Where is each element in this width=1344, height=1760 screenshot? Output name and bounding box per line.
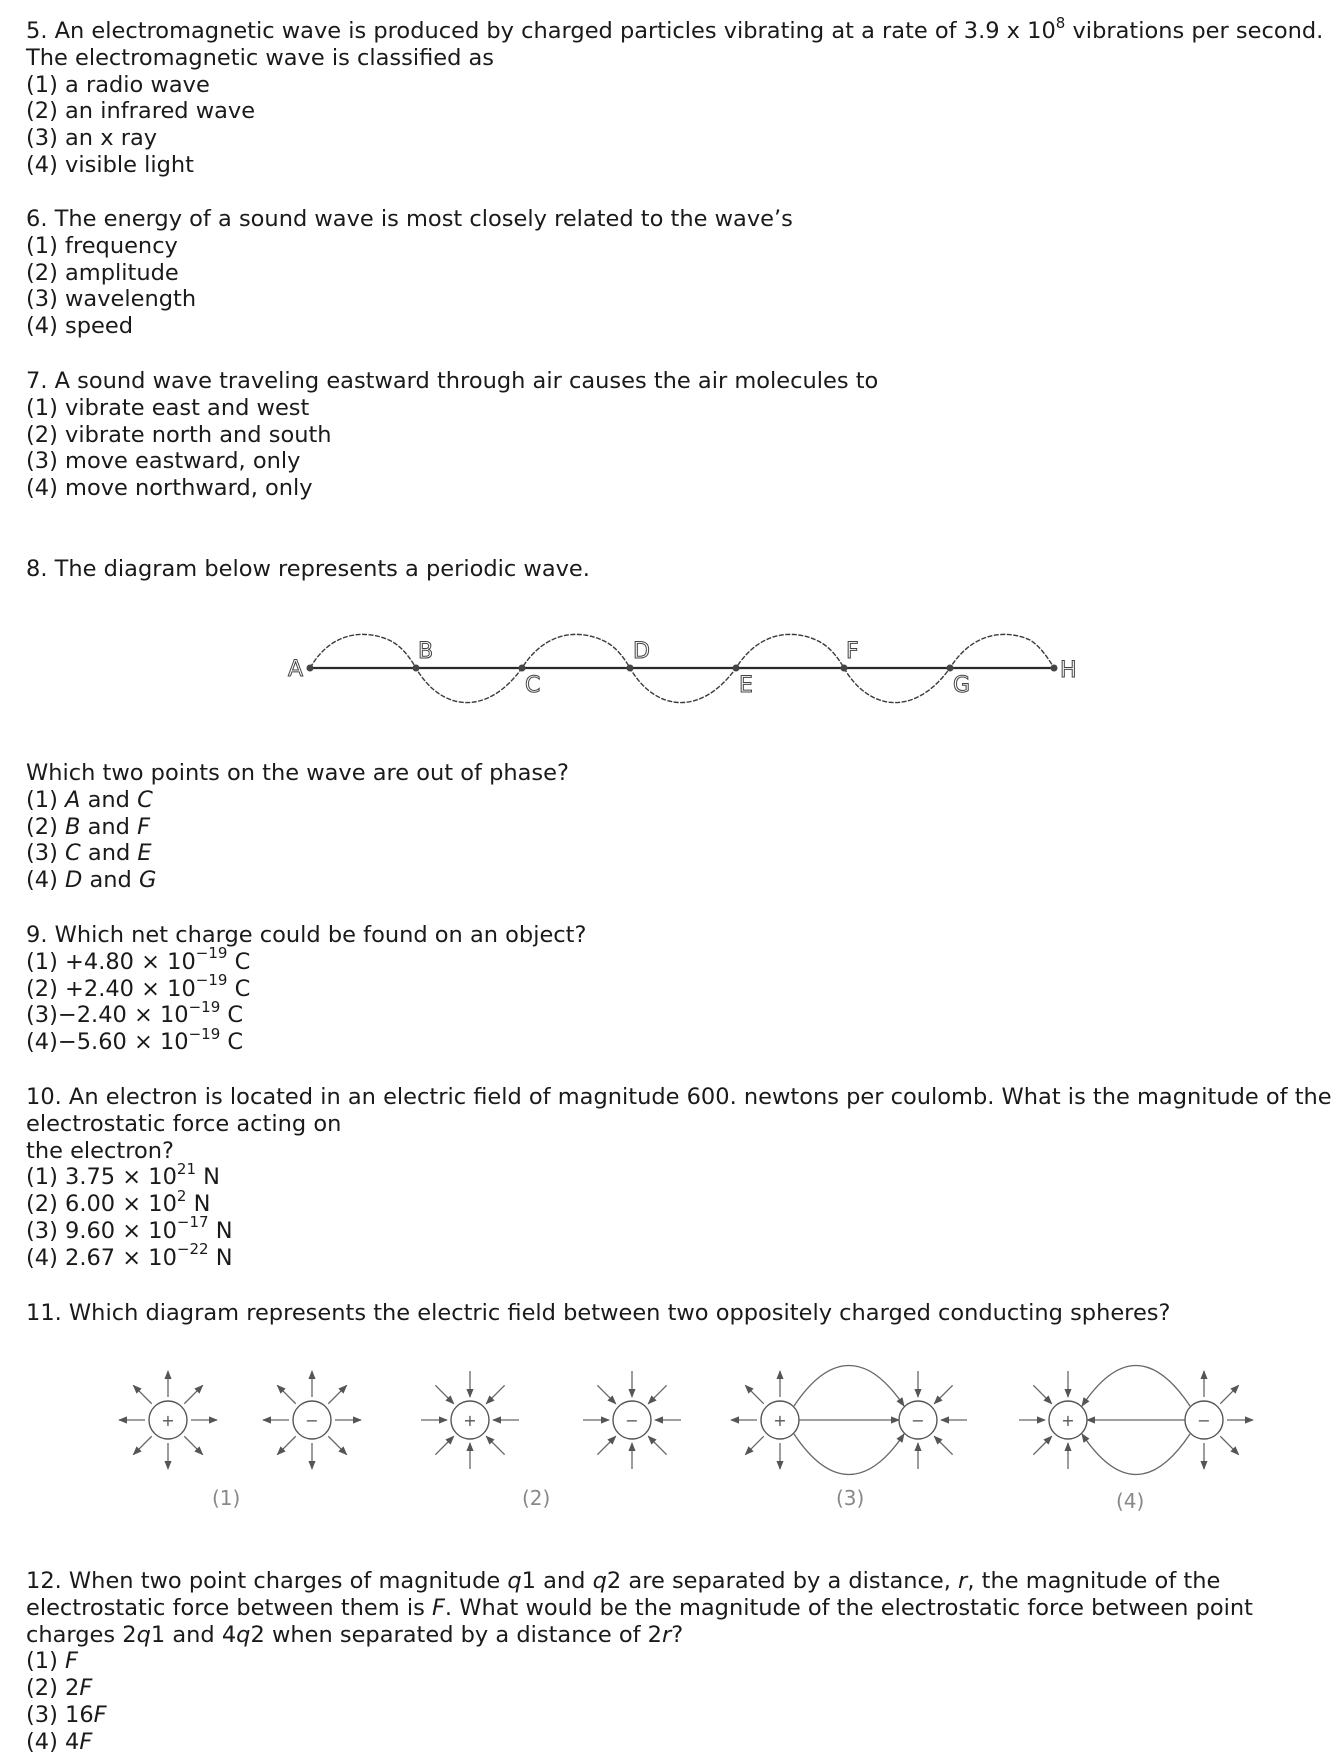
answer-options <box>26 72 1323 179</box>
field-line <box>486 1385 504 1403</box>
point-label-c: C <box>525 673 541 698</box>
answer-options <box>26 1648 1253 1755</box>
field-line <box>597 1385 615 1403</box>
field-line <box>934 1385 952 1403</box>
wave-point-g <box>947 665 954 672</box>
point-label-d: D <box>633 639 650 664</box>
field-line <box>277 1385 295 1403</box>
question-10 <box>26 1084 1332 1272</box>
charge-sign: + <box>463 1411 477 1430</box>
wave-point-f <box>841 665 848 672</box>
wave-point-h <box>1051 665 1058 672</box>
question-12 <box>26 1568 1253 1756</box>
answer-option[interactable]: (1) a radio wave <box>26 71 210 98</box>
answer-option[interactable]: (4) visible light <box>26 151 194 178</box>
field-line <box>934 1436 952 1454</box>
field-line <box>745 1436 763 1454</box>
charge-sign: + <box>1061 1411 1075 1430</box>
answer-option[interactable]: $(4)-5.60 \times 10^{-19}$ C <box>26 1024 244 1056</box>
answer-option[interactable]: (3) an x ray <box>26 125 158 152</box>
field-line <box>184 1385 202 1403</box>
question-7 <box>26 368 878 502</box>
answer-option[interactable]: (2) vibrate north and south <box>26 421 332 448</box>
field-line <box>435 1385 453 1403</box>
answer-option[interactable]: (3) 16F <box>26 1701 107 1728</box>
question-9 <box>26 922 586 1056</box>
answer-option[interactable]: (4) 4F <box>26 1728 93 1755</box>
answer-option[interactable]: (1) F <box>26 1648 78 1675</box>
question-10-stem: 10. An electron is located in an electric field of magnitude 600. newtons per coulomb. What is the magnitude of the <box>26 1084 1332 1110</box>
field-line <box>648 1385 666 1403</box>
question-5-stem-line-2: The electromagnetic wave is classified as <box>26 44 495 71</box>
question-10-stem-line-3: the electron? <box>26 1137 174 1164</box>
question-6-stem: 6. The energy of a sound wave is most closely related to the wave’s <box>26 206 793 232</box>
answer-option[interactable]: (3) wavelength <box>26 286 197 313</box>
answer-option[interactable]: (3) C and E <box>26 840 152 867</box>
charge-sign: − <box>1197 1411 1211 1430</box>
diagram-label-2: (2) <box>522 1486 551 1510</box>
answer-options <box>26 395 878 502</box>
point-label-b: B <box>418 639 434 664</box>
wave-point-b <box>413 665 420 672</box>
question-12-stem: 12. When two point charges of magnitude q1 and q2 are separated by a distance, r, the magnitude of the <box>26 1568 1221 1594</box>
field-line <box>133 1436 151 1454</box>
answer-option[interactable]: (4) move northward, only <box>26 475 313 502</box>
answer-option[interactable]: (1) $3.75 \times 10^{21}$ N <box>26 1159 220 1191</box>
point-label-f: F <box>846 639 859 664</box>
wave-point-d <box>627 665 634 672</box>
field-line <box>328 1385 346 1403</box>
answer-option[interactable]: (1) A and C <box>26 786 153 813</box>
field-line <box>1220 1436 1238 1454</box>
charge-sign: − <box>625 1411 639 1430</box>
question-11-stem: 11. Which diagram represents the electric field between two oppositely charged conducting spheres? <box>26 1300 1171 1326</box>
question-12-stem-line-2: electrostatic force between them is F. What would be the magnitude of the electrostatic force between point <box>26 1594 1253 1621</box>
answer-option[interactable]: (4) D and G <box>26 867 157 894</box>
charge-sign: + <box>161 1411 175 1430</box>
field-line <box>486 1436 504 1454</box>
question-8 <box>26 760 569 894</box>
answer-option[interactable]: (1) frequency <box>26 232 178 259</box>
field-line <box>1033 1385 1051 1403</box>
answer-option[interactable]: (2) amplitude <box>26 259 179 286</box>
field-line <box>328 1436 346 1454</box>
diagram-label-1: (1) <box>212 1486 241 1510</box>
field-line <box>133 1385 151 1403</box>
point-label-a: A <box>288 657 304 682</box>
question-9-stem: 9. Which net charge could be found on an object? <box>26 922 587 948</box>
field-line <box>184 1436 202 1454</box>
answer-option[interactable]: (3) $9.60 \times 10^{-17}$ N <box>26 1213 233 1244</box>
diagram-label-3: (3) <box>836 1486 865 1510</box>
charge-sign: − <box>911 1411 925 1430</box>
field-line <box>597 1436 615 1454</box>
point-label-g: G <box>953 673 971 698</box>
answer-option[interactable]: $(2) +2.40 \times 10^{-19}$ C <box>26 971 251 1002</box>
wave-point-a <box>307 665 314 672</box>
answer-option[interactable]: (2) 2F <box>26 1675 93 1702</box>
diagram-label-4: (4) <box>1116 1489 1145 1513</box>
answer-option[interactable]: $(3)-2.40 \times 10^{-19}$ C <box>26 997 244 1029</box>
answer-options <box>26 1159 1332 1271</box>
field-line <box>745 1385 763 1403</box>
answer-options <box>26 233 793 340</box>
field-line <box>1220 1385 1238 1403</box>
wave-point-e <box>733 665 740 672</box>
wave-point-c <box>519 665 526 672</box>
answer-option[interactable]: (4) speed <box>26 313 133 340</box>
field-line <box>1082 1366 1190 1407</box>
point-label-e: E <box>739 673 753 698</box>
question-5-stem: 5. An electromagnetic wave is produced by charged particles vibrating at a rate of 3.9 x $10^8$ vibrations per second. <box>26 13 1324 44</box>
question-7-stem: 7. A sound wave traveling eastward through air causes the air molecules to <box>26 368 879 394</box>
answer-option[interactable]: (1) vibrate east and west <box>26 394 310 421</box>
answer-option[interactable]: (2) B and F <box>26 813 151 840</box>
field-line <box>1033 1436 1051 1454</box>
question-10-stem-line-2: electrostatic force acting on <box>26 1110 342 1137</box>
periodic-wave-diagram <box>0 600 1344 740</box>
field-line <box>435 1436 453 1454</box>
question-12-stem-line-3: charges 2q1 and 4q2 when separated by a distance of 2r? <box>26 1621 684 1648</box>
field-line <box>648 1436 666 1454</box>
field-line <box>277 1436 295 1454</box>
question-8-stem: 8. The diagram below represents a periodic wave. <box>26 556 590 582</box>
charge-sign: − <box>305 1411 319 1430</box>
answer-option[interactable]: (2) $6.00 \times 10^2$ N <box>26 1186 211 1218</box>
answer-options <box>26 944 586 1056</box>
point-label-h: H <box>1060 658 1077 683</box>
answer-option[interactable]: (3) move eastward, only <box>26 448 301 475</box>
field-line <box>794 1366 904 1407</box>
answer-option[interactable]: (2) an infrared wave <box>26 98 256 125</box>
field-line <box>794 1434 904 1475</box>
question-6 <box>26 206 793 340</box>
question-8-prompt: Which two points on the wave are out of phase? <box>26 760 569 786</box>
field-diagram-set <box>119 1366 1253 1475</box>
answer-options <box>26 787 569 894</box>
answer-option[interactable]: (4) $2.67 \times 10^{-22}$ N <box>26 1240 233 1271</box>
question-5 <box>26 13 1324 179</box>
charge-sign: + <box>773 1411 787 1430</box>
answer-option[interactable]: $(1) +4.80 \times 10^{-19}$ C <box>26 944 251 975</box>
diagram-option-labels <box>212 1486 1144 1513</box>
electric-field-diagrams <box>0 1350 1344 1530</box>
field-line <box>1082 1434 1190 1475</box>
